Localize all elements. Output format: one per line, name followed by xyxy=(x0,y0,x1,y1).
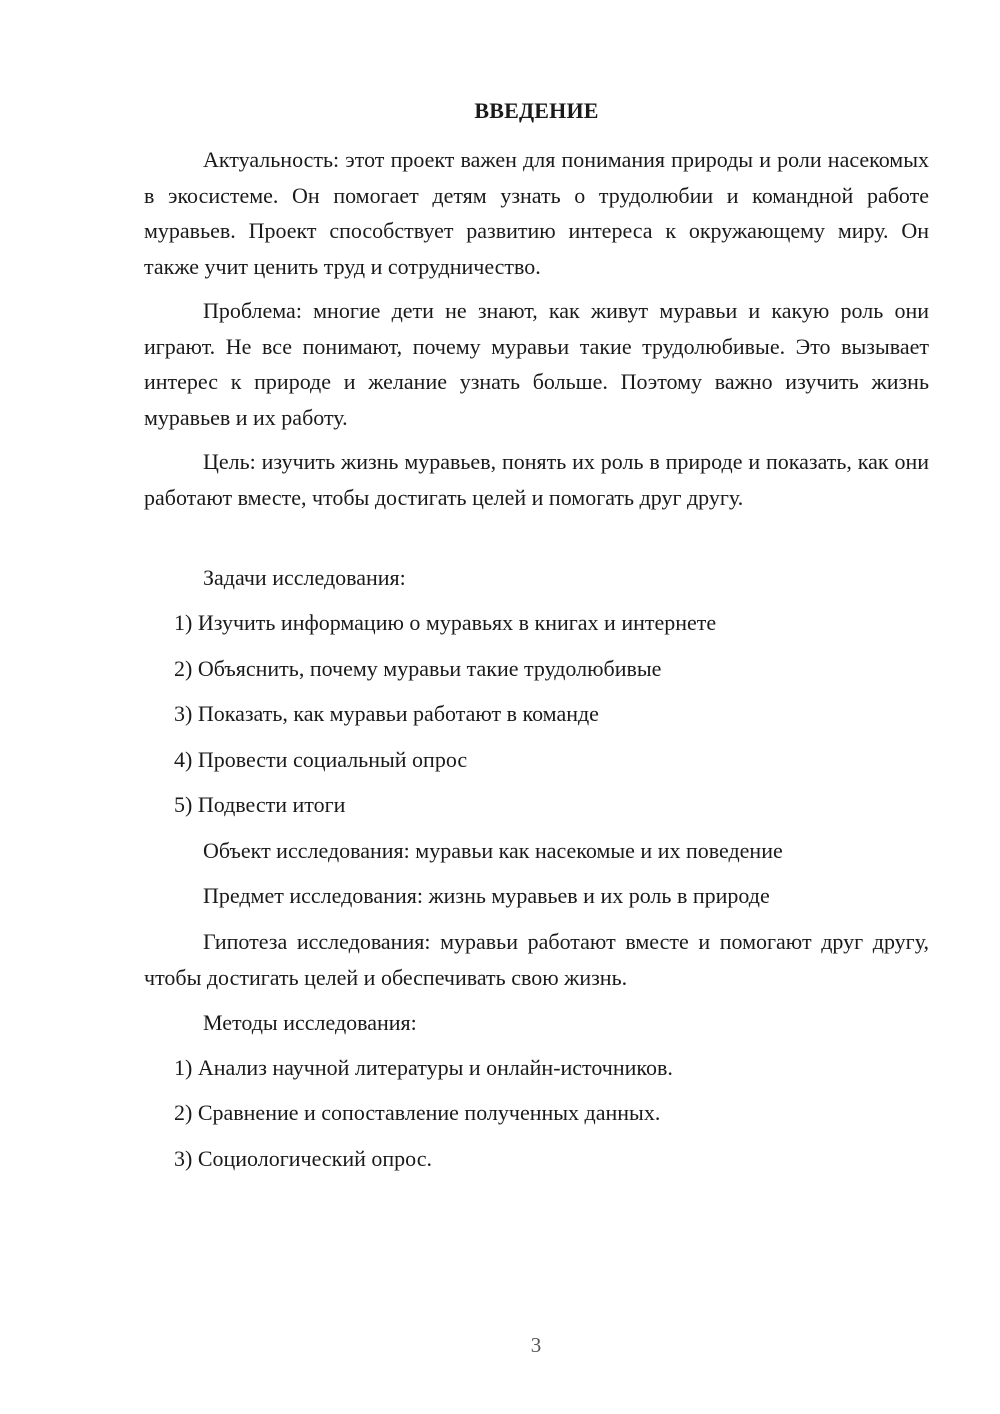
section-title: ВВЕДЕНИЕ xyxy=(474,98,599,123)
problem-paragraph: Проблема: многие дети не знают, как живут муравьи и какую роль они играют. Не все понимают, почему муравьи такие трудолюбивые. Это вызывает интерес к природе и желание узнать больше. Поэтому важно изучить жизнь муравьев и их работу. xyxy=(144,298,929,430)
list-item: 5) Подвести итоги xyxy=(174,792,346,817)
list-item: 2) Объяснить, почему муравьи такие трудолюбивые xyxy=(174,656,662,681)
relevance-paragraph: Актуальность: этот проект важен для понимания природы и роли насекомых в экосистеме. Он помогает детям узнать о трудолюбии и командной работе муравьев. Проект способствует развитию интереса к окружающему миру. Он также учит ценить труд и сотрудничество. xyxy=(144,147,929,279)
list-item: 3) Социологический опрос. xyxy=(174,1146,432,1171)
goal-paragraph: Цель: изучить жизнь муравьев, понять их роль в природе и показать, как они работают вместе, чтобы достигать целей и помогать друг другу. xyxy=(144,449,929,510)
tasks-heading: Задачи исследования: xyxy=(203,565,406,590)
research-object: Объект исследования: муравьи как насекомые и их поведение xyxy=(203,838,783,863)
list-item: 2) Сравнение и сопоставление полученных данных. xyxy=(174,1100,661,1125)
list-item: 1) Анализ научной литературы и онлайн-источников. xyxy=(174,1055,673,1080)
list-item: 1) Изучить информацию о муравьях в книгах и интернете xyxy=(174,610,717,635)
methods-heading: Методы исследования: xyxy=(203,1010,417,1035)
research-subject: Предмет исследования: жизнь муравьев и их роль в природе xyxy=(203,883,770,908)
list-item: 4) Провести социальный опрос xyxy=(174,747,468,772)
hypothesis-paragraph: Гипотеза исследования: муравьи работают вместе и помогают друг другу, чтобы достигать целей и обеспечивать свою жизнь. xyxy=(144,929,929,990)
list-item: 3) Показать, как муравьи работают в команде xyxy=(174,701,599,726)
page-number: 3 xyxy=(530,1333,542,1357)
